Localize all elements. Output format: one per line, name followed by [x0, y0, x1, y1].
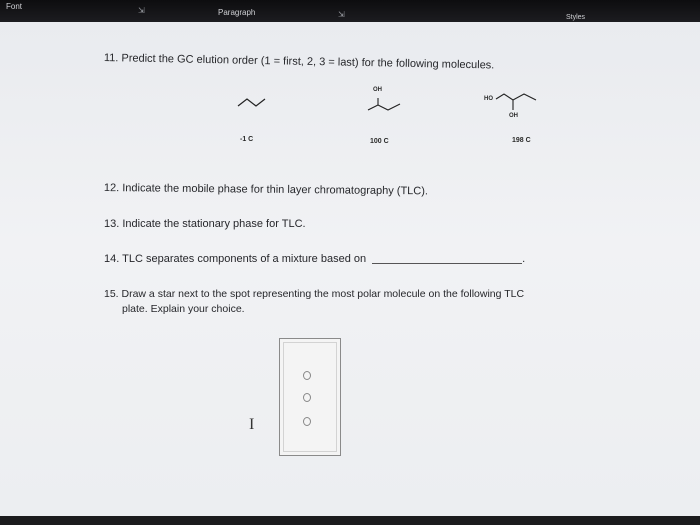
ho-label-3: HO [484, 96, 493, 102]
bp-label-1: -1 C [240, 136, 254, 143]
bp-label-2: 100 C [370, 138, 389, 145]
text-cursor-icon: I [249, 416, 255, 433]
question-14-text: 14. TLC separates components of a mixture based on [104, 253, 367, 265]
oh-label-3: OH [509, 113, 518, 119]
styles-group-label: Styles [566, 14, 586, 21]
font-group-label: Font [6, 2, 23, 11]
question-14 [104, 253, 525, 265]
bp-label-3: 198 C [512, 137, 531, 144]
paragraph-group-label: Paragraph [218, 8, 256, 17]
oh-label-2: OH [373, 87, 382, 93]
font-dialog-launcher-icon[interactable]: ⇲ [138, 6, 145, 15]
question-14-end: . [522, 253, 526, 265]
question-13: 13. Indicate the stationary phase for TLC. [104, 218, 306, 230]
answer-blank-line[interactable] [372, 254, 522, 264]
diol-structure [496, 92, 544, 114]
question-15-line-2: plate. Explain your choice. [122, 303, 245, 315]
tlc-spot-bottom [303, 417, 311, 426]
tlc-plate [279, 338, 341, 456]
tlc-spot-top [303, 371, 311, 380]
question-15-line-1: 15. Draw a star next to the spot representing the most polar molecule on the following TLC [104, 288, 525, 300]
bottom-edge [0, 516, 700, 525]
question-12: 12. Indicate the mobile phase for thin layer chromatography (TLC). [103, 182, 429, 198]
document-page[interactable] [0, 22, 700, 516]
ribbon [0, 0, 700, 22]
question-11: 11. Predict the GC elution order (1 = first, 2, 3 = last) for the following molecules. [103, 52, 495, 72]
butanol-structure [366, 96, 406, 112]
paragraph-dialog-launcher-icon[interactable]: ⇲ [338, 10, 345, 19]
butane-structure [238, 96, 270, 110]
tlc-spot-middle [303, 393, 311, 402]
